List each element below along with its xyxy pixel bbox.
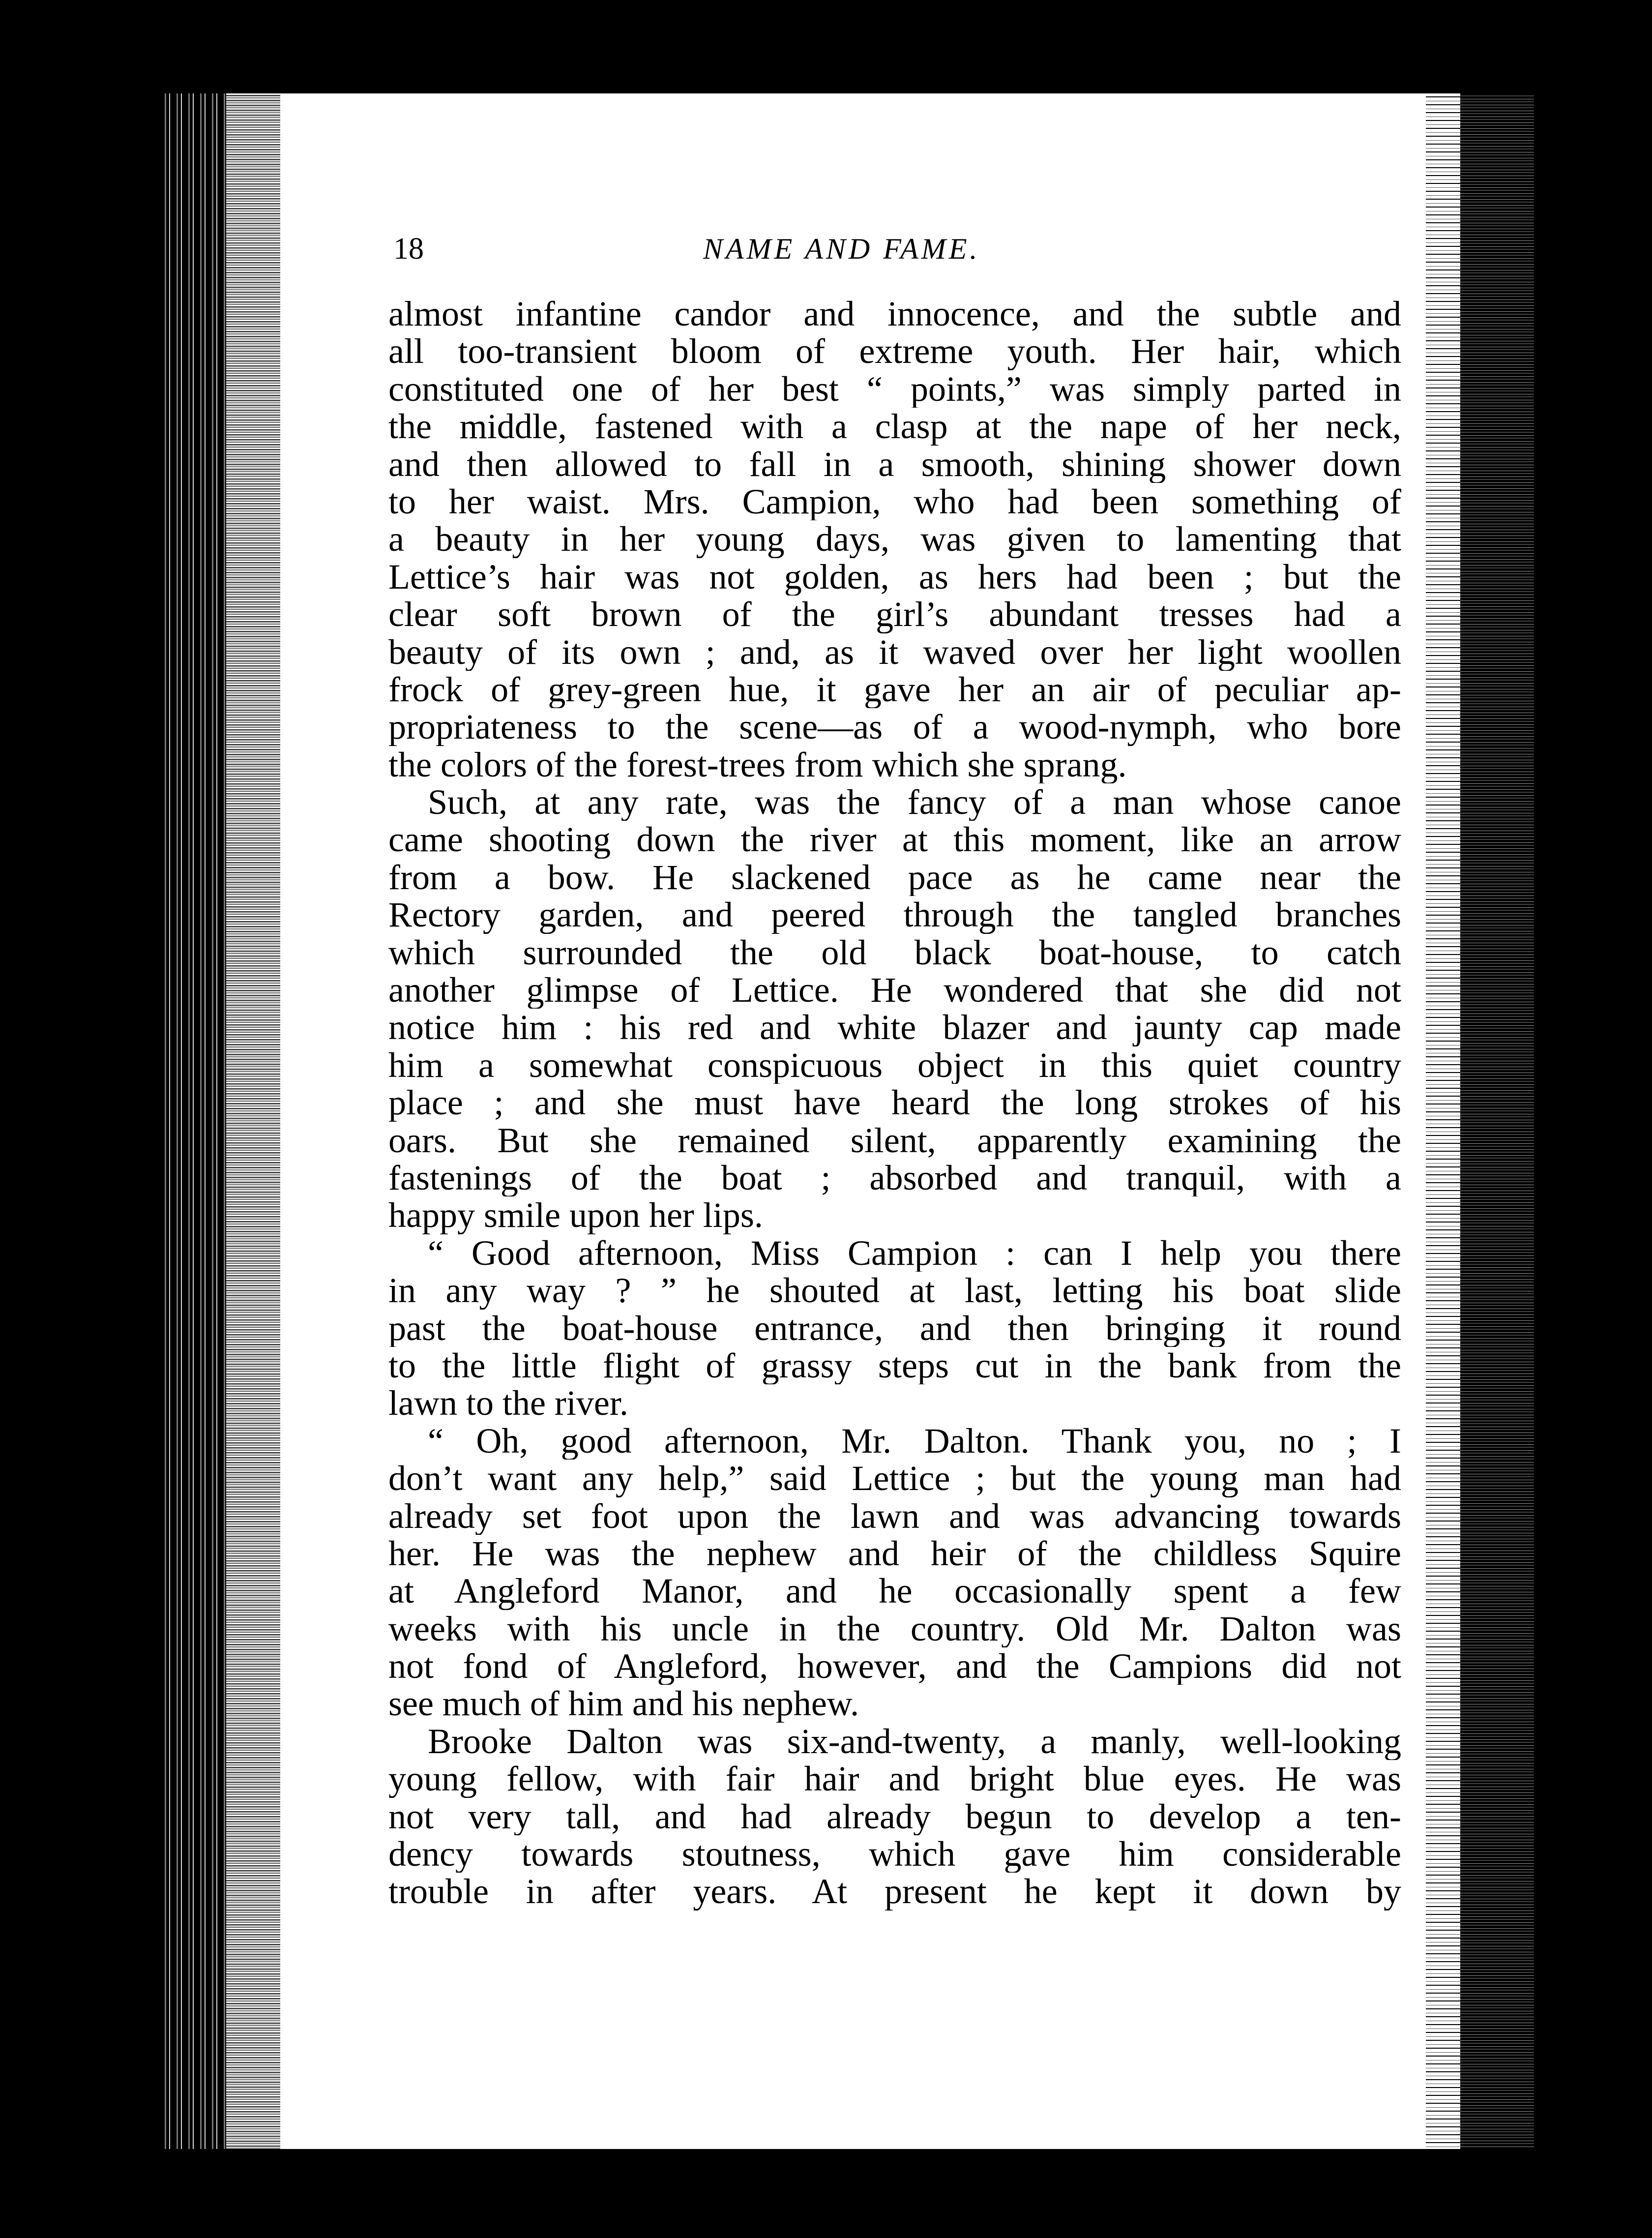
text-line: already set foot upon the lawn and was advancing towards	[388, 1497, 1401, 1535]
text-line: clear soft brown of the girl’s abundant tresses had a	[388, 596, 1401, 633]
text-line: see much of him and his nephew.	[388, 1685, 859, 1723]
text-line: another glimpse of Lettice. He wondered that she did not	[388, 971, 1401, 1009]
text-line: fastenings of the boat ; absorbed and tranquil, with a	[388, 1159, 1401, 1197]
text-line: in any way ? ” he shouted at last, letting his boat slide	[388, 1272, 1401, 1310]
text-line: which surrounded the old black boat-house, to catch	[388, 933, 1401, 972]
text-line: him a somewhat conspicuous object in this quiet country	[388, 1046, 1401, 1084]
page-number: 18	[393, 232, 424, 266]
text-line: came shooting down the river at this moment, like an arrow	[388, 821, 1401, 859]
text-line: propriateness to the scene—as of a wood-nymph, who bore	[388, 708, 1401, 746]
text-line: the middle, fastened with a clasp at the nape of her neck,	[388, 408, 1401, 446]
text-line: happy smile upon her lips.	[388, 1196, 763, 1234]
text-line: to her waist. Mrs. Campion, who had been something of	[388, 482, 1401, 521]
text-line: beauty of its own ; and, as it waved over her light woollen	[388, 633, 1401, 671]
text-line: trouble in after years. At present he kept it down by	[388, 1873, 1401, 1910]
page-edge-texture-right	[1426, 93, 1460, 2149]
binding-texture-left	[226, 93, 280, 2149]
text-line: oars. But she remained silent, apparently examining the	[388, 1121, 1401, 1159]
text-line: Lettice’s hair was not golden, as hers had been ; but the	[388, 558, 1401, 596]
text-line: her. He was the nephew and heir of the childless Squire	[388, 1534, 1401, 1573]
text-line: almost infantine candor and innocence, and the subtle and	[388, 295, 1401, 333]
text-line: “ Good afternoon, Miss Campion : can I help you there	[428, 1234, 1401, 1272]
text-line: young fellow, with fair hair and bright blue eyes. He was	[388, 1760, 1401, 1798]
text-line: place ; and she must have heard the long strokes of his	[388, 1084, 1401, 1122]
body-text	[388, 295, 1401, 1910]
text-line: not fond of Angleford, however, and the Campions did not	[388, 1647, 1401, 1685]
text-line: frock of grey-green hue, it gave her an air of peculiar ap-	[388, 670, 1401, 709]
text-line: constituted one of her best “ points,” was simply parted in	[388, 370, 1401, 408]
running-title: NAME AND FAME.	[703, 233, 980, 265]
text-line: lawn to the river.	[388, 1384, 628, 1422]
text-line: all too-transient bloom of extreme youth. Her hair, which	[388, 332, 1401, 370]
text-line: don’t want any help,” said Lettice ; but the young man had	[388, 1460, 1401, 1497]
binding-shadow-left	[162, 93, 226, 2149]
text-line: Such, at any rate, was the fancy of a man whose canoe	[428, 783, 1401, 821]
running-header	[393, 229, 1401, 273]
text-line: not very tall, and had already begun to develop a ten-	[388, 1797, 1401, 1836]
text-line: Rectory garden, and peered through the tangled branches	[388, 896, 1401, 934]
page-edge-right	[1460, 93, 1534, 2149]
text-line: dency towards stoutness, which gave him considerable	[388, 1835, 1401, 1873]
text-line: at Angleford Manor, and he occasionally spent a few	[388, 1572, 1401, 1610]
text-line: “ Oh, good afternoon, Mr. Dalton. Thank you, no ; I	[428, 1422, 1401, 1460]
text-line: to the little flight of grassy steps cut in the bank from the	[388, 1346, 1401, 1385]
text-line: Brooke Dalton was six-and-twenty, a manly, well-looking	[428, 1722, 1401, 1761]
text-line: weeks with his uncle in the country. Old Mr. Dalton was	[388, 1610, 1401, 1648]
text-line: a beauty in her young days, was given to lamenting that	[388, 520, 1401, 558]
text-line: notice him : his red and white blazer and jaunty cap made	[388, 1009, 1401, 1046]
text-line: and then allowed to fall in a smooth, shining shower down	[388, 445, 1401, 483]
text-line: from a bow. He slackened pace as he came near the	[388, 858, 1401, 896]
text-line: the colors of the forest-trees from which she sprang.	[388, 746, 1127, 784]
text-line: past the boat-house entrance, and then bringing it round	[388, 1309, 1401, 1347]
